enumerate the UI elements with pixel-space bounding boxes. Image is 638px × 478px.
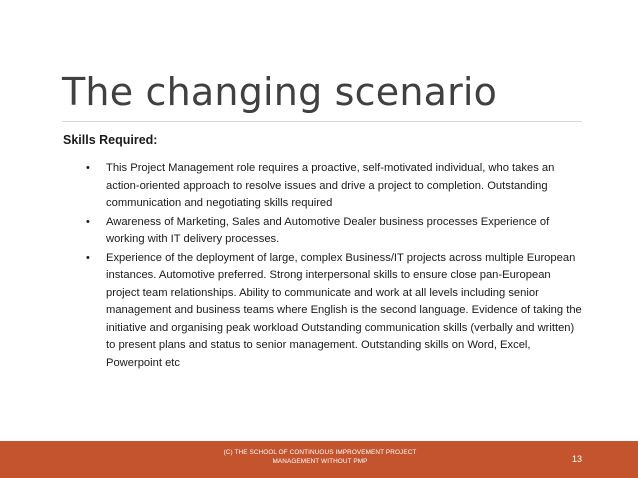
bullet-icon: • xyxy=(86,215,90,228)
slide-title: The changing scenario xyxy=(62,70,498,114)
bullet-item xyxy=(83,160,583,213)
bullet-text: Experience of the deployment of large, complex Business/IT projects across multiple European instances. Automotive preferred. Strong interpersonal skills to ensure close pan-European project team relationships. Ability to communicate and work at all levels including senior management and business teams where English is the second language. Evidence of taking the initiative and organising peak workload Outstanding communication skills (verbally and written) to present plans and status to senior management. Outstanding skills on Word, Excel, Powerpoint etc xyxy=(106,251,582,369)
bullet-item xyxy=(83,214,583,249)
bullet-text: Awareness of Marketing, Sales and Automotive Dealer business processes Experience of working with IT delivery processes. xyxy=(106,215,550,245)
footer-copyright: (C) THE SCHOOL OF CONTINUOUS IMPROVEMENT PROJECT MANAGEMENT WITHOUT PMP xyxy=(223,449,417,465)
bullet-icon: • xyxy=(86,251,90,264)
title-divider xyxy=(62,121,582,122)
footer-bar xyxy=(0,441,638,478)
bullet-icon: • xyxy=(86,162,90,174)
skills-heading: Skills Required: xyxy=(63,133,158,147)
bullet-text: This Project Management role requires a proactive, self-motivated individual, who takes an action-oriented approach to resolve issues and drive a project to completion. Outstanding communication and negotiating skills required xyxy=(106,162,555,209)
page-number: 13 xyxy=(571,454,582,464)
bullet-item xyxy=(83,250,583,373)
skills-bullet-list xyxy=(83,160,583,373)
